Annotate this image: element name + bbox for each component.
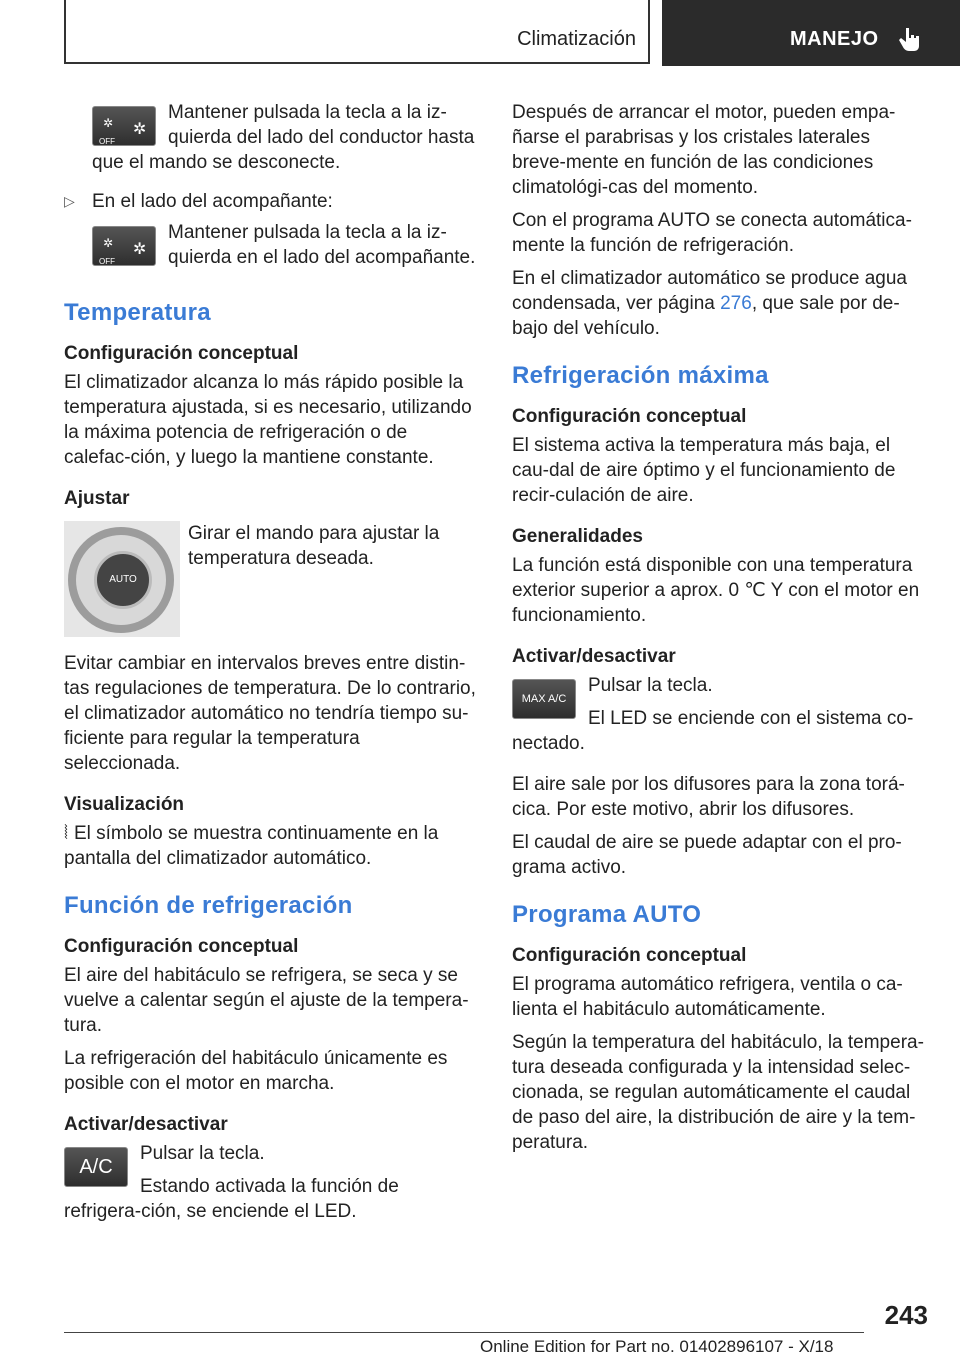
max-ac-key-image: MAX A/C [512, 679, 576, 719]
section-title: Climatización [517, 28, 636, 50]
paragraph: Girar el mando para ajustar la temperatura deseada. [188, 523, 440, 569]
chapter-title: MANEJO [790, 28, 879, 50]
heat-waves-icon: ⦚ [64, 823, 68, 844]
paragraph: La función está disponible con una temperatura exterior superior a aprox. 0 ℃ Y con el motor en funcionamiento. [512, 555, 920, 626]
paragraph: El climatizador alcanza lo más rápido posible la temperatura ajustada, si es necesario, utilizando la máxima potencia de refrigeración o de calefac-ción, y luego la mantiene constante. [64, 372, 472, 468]
hand-pointer-icon [898, 26, 924, 52]
dial-label: AUTO [94, 551, 152, 609]
paragraph: Según la temperatura del habitáculo, la tempera-tura deseada configurada y la intensidad selec-cionada, se regulan automáticamente el caudal de paso del aire, la distribución de aire y la tem-peratura. [512, 1032, 924, 1153]
subheading: Configuración conceptual [64, 936, 299, 957]
defrost-driver-block [92, 100, 476, 175]
defrost-key-image: OFF ✲ ✲ [92, 106, 156, 146]
page-link[interactable]: 276 [720, 293, 752, 314]
page-header [0, 0, 960, 66]
subheading: Visualización [64, 794, 185, 815]
paragraph: El aire sale por los difusores para la zona torá-cica. Por este motivo, abrir los difusores. [512, 774, 905, 820]
paragraph: El programa automático refrigera, ventila o ca-lienta el habitáculo automáticamente. [512, 974, 903, 1020]
paragraph: La refrigeración del habitáculo únicamente es posible con el motor en marcha. [64, 1048, 448, 1094]
footer-divider [64, 1332, 864, 1333]
paragraph: El sistema activa la temperatura más baja, el cau-dal de aire óptimo y el funcionamiento de recir-culación de aire. [512, 435, 896, 506]
left-column [64, 100, 476, 1232]
triangle-bullet-icon: ▷ [64, 193, 75, 209]
page-number: 243 [884, 1300, 928, 1330]
defrost-key-image: OFF ✲ ✲ [92, 226, 156, 266]
bullet-text: En el lado del acompañante: [92, 191, 333, 212]
paragraph: El LED se enciende con el sistema co-nectado. [512, 708, 914, 754]
visual-paragraph: ⦚ El símbolo se muestra continuamente en la pantalla del climatizador automático. [64, 823, 439, 869]
subheading: Configuración conceptual [64, 343, 299, 364]
paragraph: Evitar cambiar en intervalos breves entre distin-tas regulaciones de temperatura. De lo contrario, el climatizador automático no tendría tiempo su-ficiente para regular la temperatura seleccionada. [64, 653, 476, 774]
subheading: Activar/desactivar [512, 646, 676, 667]
paragraph: Con el programa AUTO se conecta automática-mente la función de refrigeración. [512, 210, 912, 256]
paragraph: Pulsar la tecla. [588, 675, 713, 696]
heading-programa-auto: Programa AUTO [512, 901, 702, 928]
paragraph: El aire del habitáculo se refrigera, se seca y se vuelve a calentar según el ajuste de la tempera-tura. [64, 965, 469, 1036]
subheading: Configuración conceptual [512, 945, 747, 966]
temperature-dial-image [64, 521, 180, 637]
paragraph: Pulsar la tecla. [140, 1143, 265, 1164]
paragraph: Mantener pulsada la tecla a la iz-quierda en el lado del acompañante. [168, 222, 476, 268]
paragraph-with-link: En el climatizador automático se produce agua condensada, ver página 276, que sale por de-bajo del vehículo. [512, 268, 908, 339]
right-column [512, 100, 924, 1163]
chapter-tab [662, 0, 960, 66]
heading-temperatura: Temperatura [64, 299, 211, 326]
defrost-passenger-block [92, 220, 476, 270]
paragraph: Mantener pulsada la tecla a la iz-quierda del lado del conductor hasta que el mando se desconecte. [92, 102, 475, 173]
paragraph: Después de arrancar el motor, pueden empa-ñarse el parabrisas y los cristales laterales breve-mente en función de las condiciones climatológi-cas del momento. [512, 102, 896, 198]
heading-funcion: Función de refrigeración [64, 892, 353, 919]
heading-refrigeracion-maxima: Refrigeración máxima [512, 362, 769, 389]
subheading: Configuración conceptual [512, 406, 747, 427]
subheading: Ajustar [64, 488, 130, 509]
paragraph: El caudal de aire se puede adaptar con el pro-grama activo. [512, 832, 902, 878]
header-section-box [64, 0, 650, 64]
subheading: Generalidades [512, 526, 643, 547]
footer-edition: Online Edition for Part no. 01402896107 - X/18 [480, 1337, 834, 1356]
paragraph: Estando activada la función de refrigera-ción, se enciende el LED. [64, 1176, 399, 1222]
bullet-item [64, 189, 476, 214]
subheading: Activar/desactivar [64, 1114, 228, 1135]
ac-key-image: A/C [64, 1147, 128, 1187]
